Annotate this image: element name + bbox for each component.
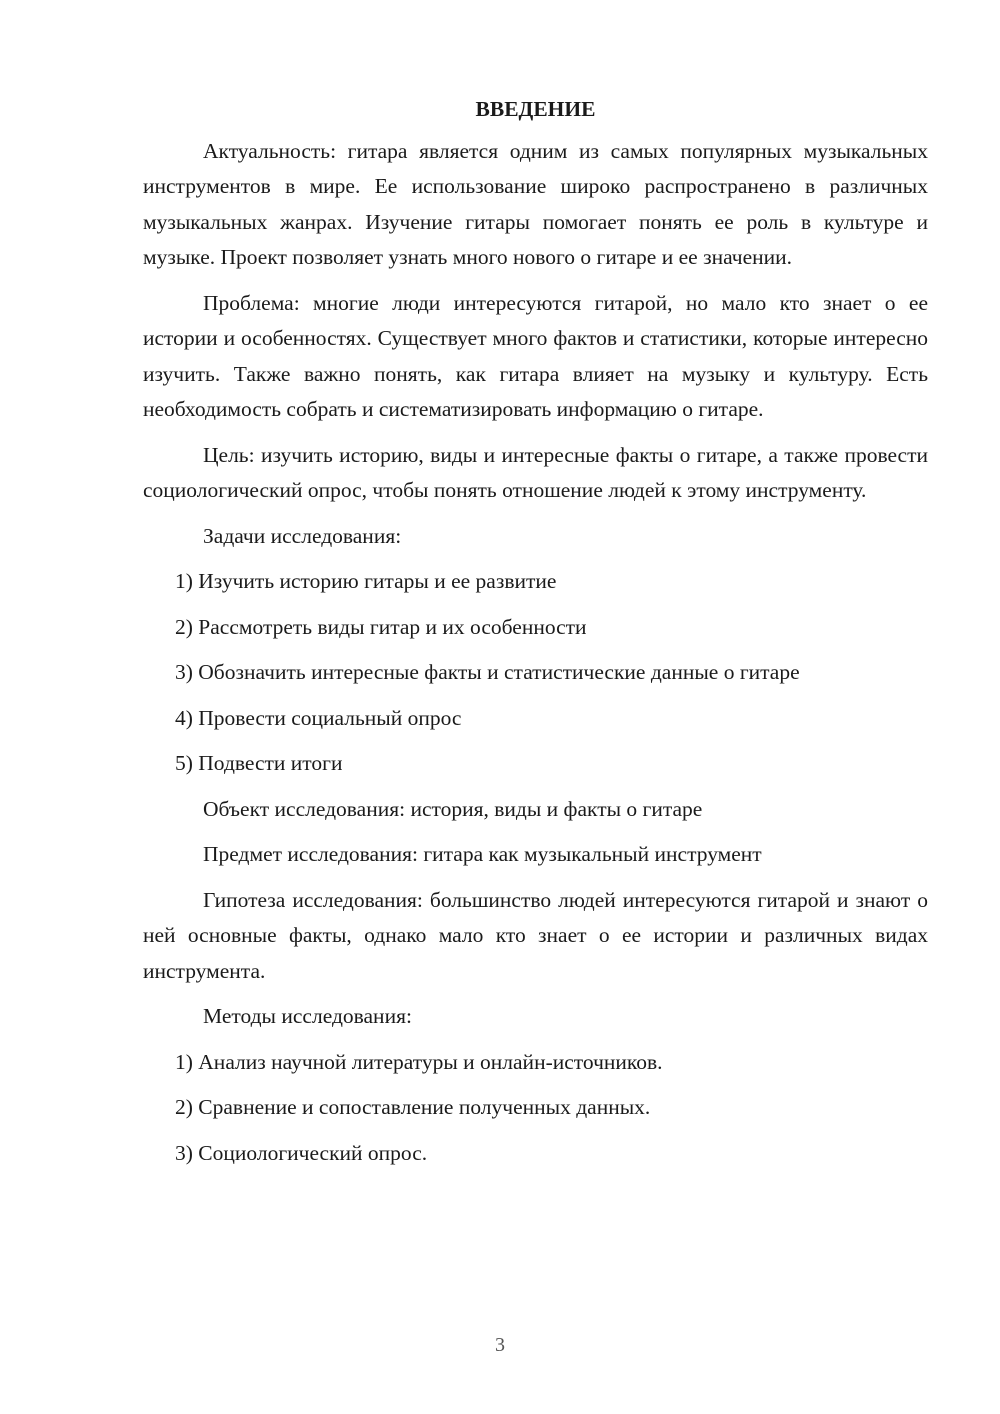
research-subject: Предмет исследования: гитара как музыкальный инструмент: [203, 842, 762, 866]
goal-paragraph: Цель: изучить историю, виды и интересные факты о гитаре, а также провести социологический опрос, чтобы понять отношение людей к этому инструменту.: [143, 442, 928, 502]
task-item: 4) Провести социальный опрос: [175, 705, 462, 730]
method-item: 3) Социологический опрос.: [175, 1140, 428, 1165]
task-item: 3) Обозначить интересные факты и статистические данные о гитаре: [175, 660, 800, 684]
task-item: 2) Рассмотреть виды гитар и их особенности: [175, 614, 587, 639]
page-title: ВВЕДЕНИЕ: [475, 97, 596, 121]
tasks-heading: Задачи исследования:: [203, 523, 402, 548]
task-item: 5) Подвести итоги: [175, 751, 343, 775]
hypothesis-paragraph: Гипотеза исследования: большинство людей интересуются гитарой и знают о ней основные факты, однако мало кто знает о ее истории и различных видах инструмента.: [143, 887, 928, 983]
page-number: 3: [495, 1334, 505, 1356]
tasks-list: [143, 564, 928, 782]
method-item: 2) Сравнение и сопоставление полученных данных.: [175, 1095, 651, 1119]
task-item: 1) Изучить историю гитары и ее развитие: [175, 569, 557, 593]
method-item: 1) Анализ научной литературы и онлайн-источников.: [175, 1049, 663, 1074]
methods-list: [143, 1045, 928, 1172]
problem-paragraph: Проблема: многие люди интересуются гитарой, но мало кто знает о ее истории и особенностях. Существует много фактов и статистики, которые интересно изучить. Также важно понять, как гитара влияет на музыку и культуру. Есть необходимость собрать и систематизировать информацию о гитаре.: [143, 290, 928, 421]
relevance-paragraph: Актуальность: гитара является одним из самых популярных музыкальных инструментов в мире. Ее использование широко распространено в различных музыкальных жанрах. Изучение гитары помогает понять ее роль в культуре и музыке. Проект позволяет узнать много нового о гитаре и ее значении.: [143, 138, 928, 269]
document-page: [143, 92, 928, 1181]
methods-heading: Методы исследования:: [203, 1004, 412, 1028]
research-object: Объект исследования: история, виды и факты о гитаре: [203, 796, 703, 821]
